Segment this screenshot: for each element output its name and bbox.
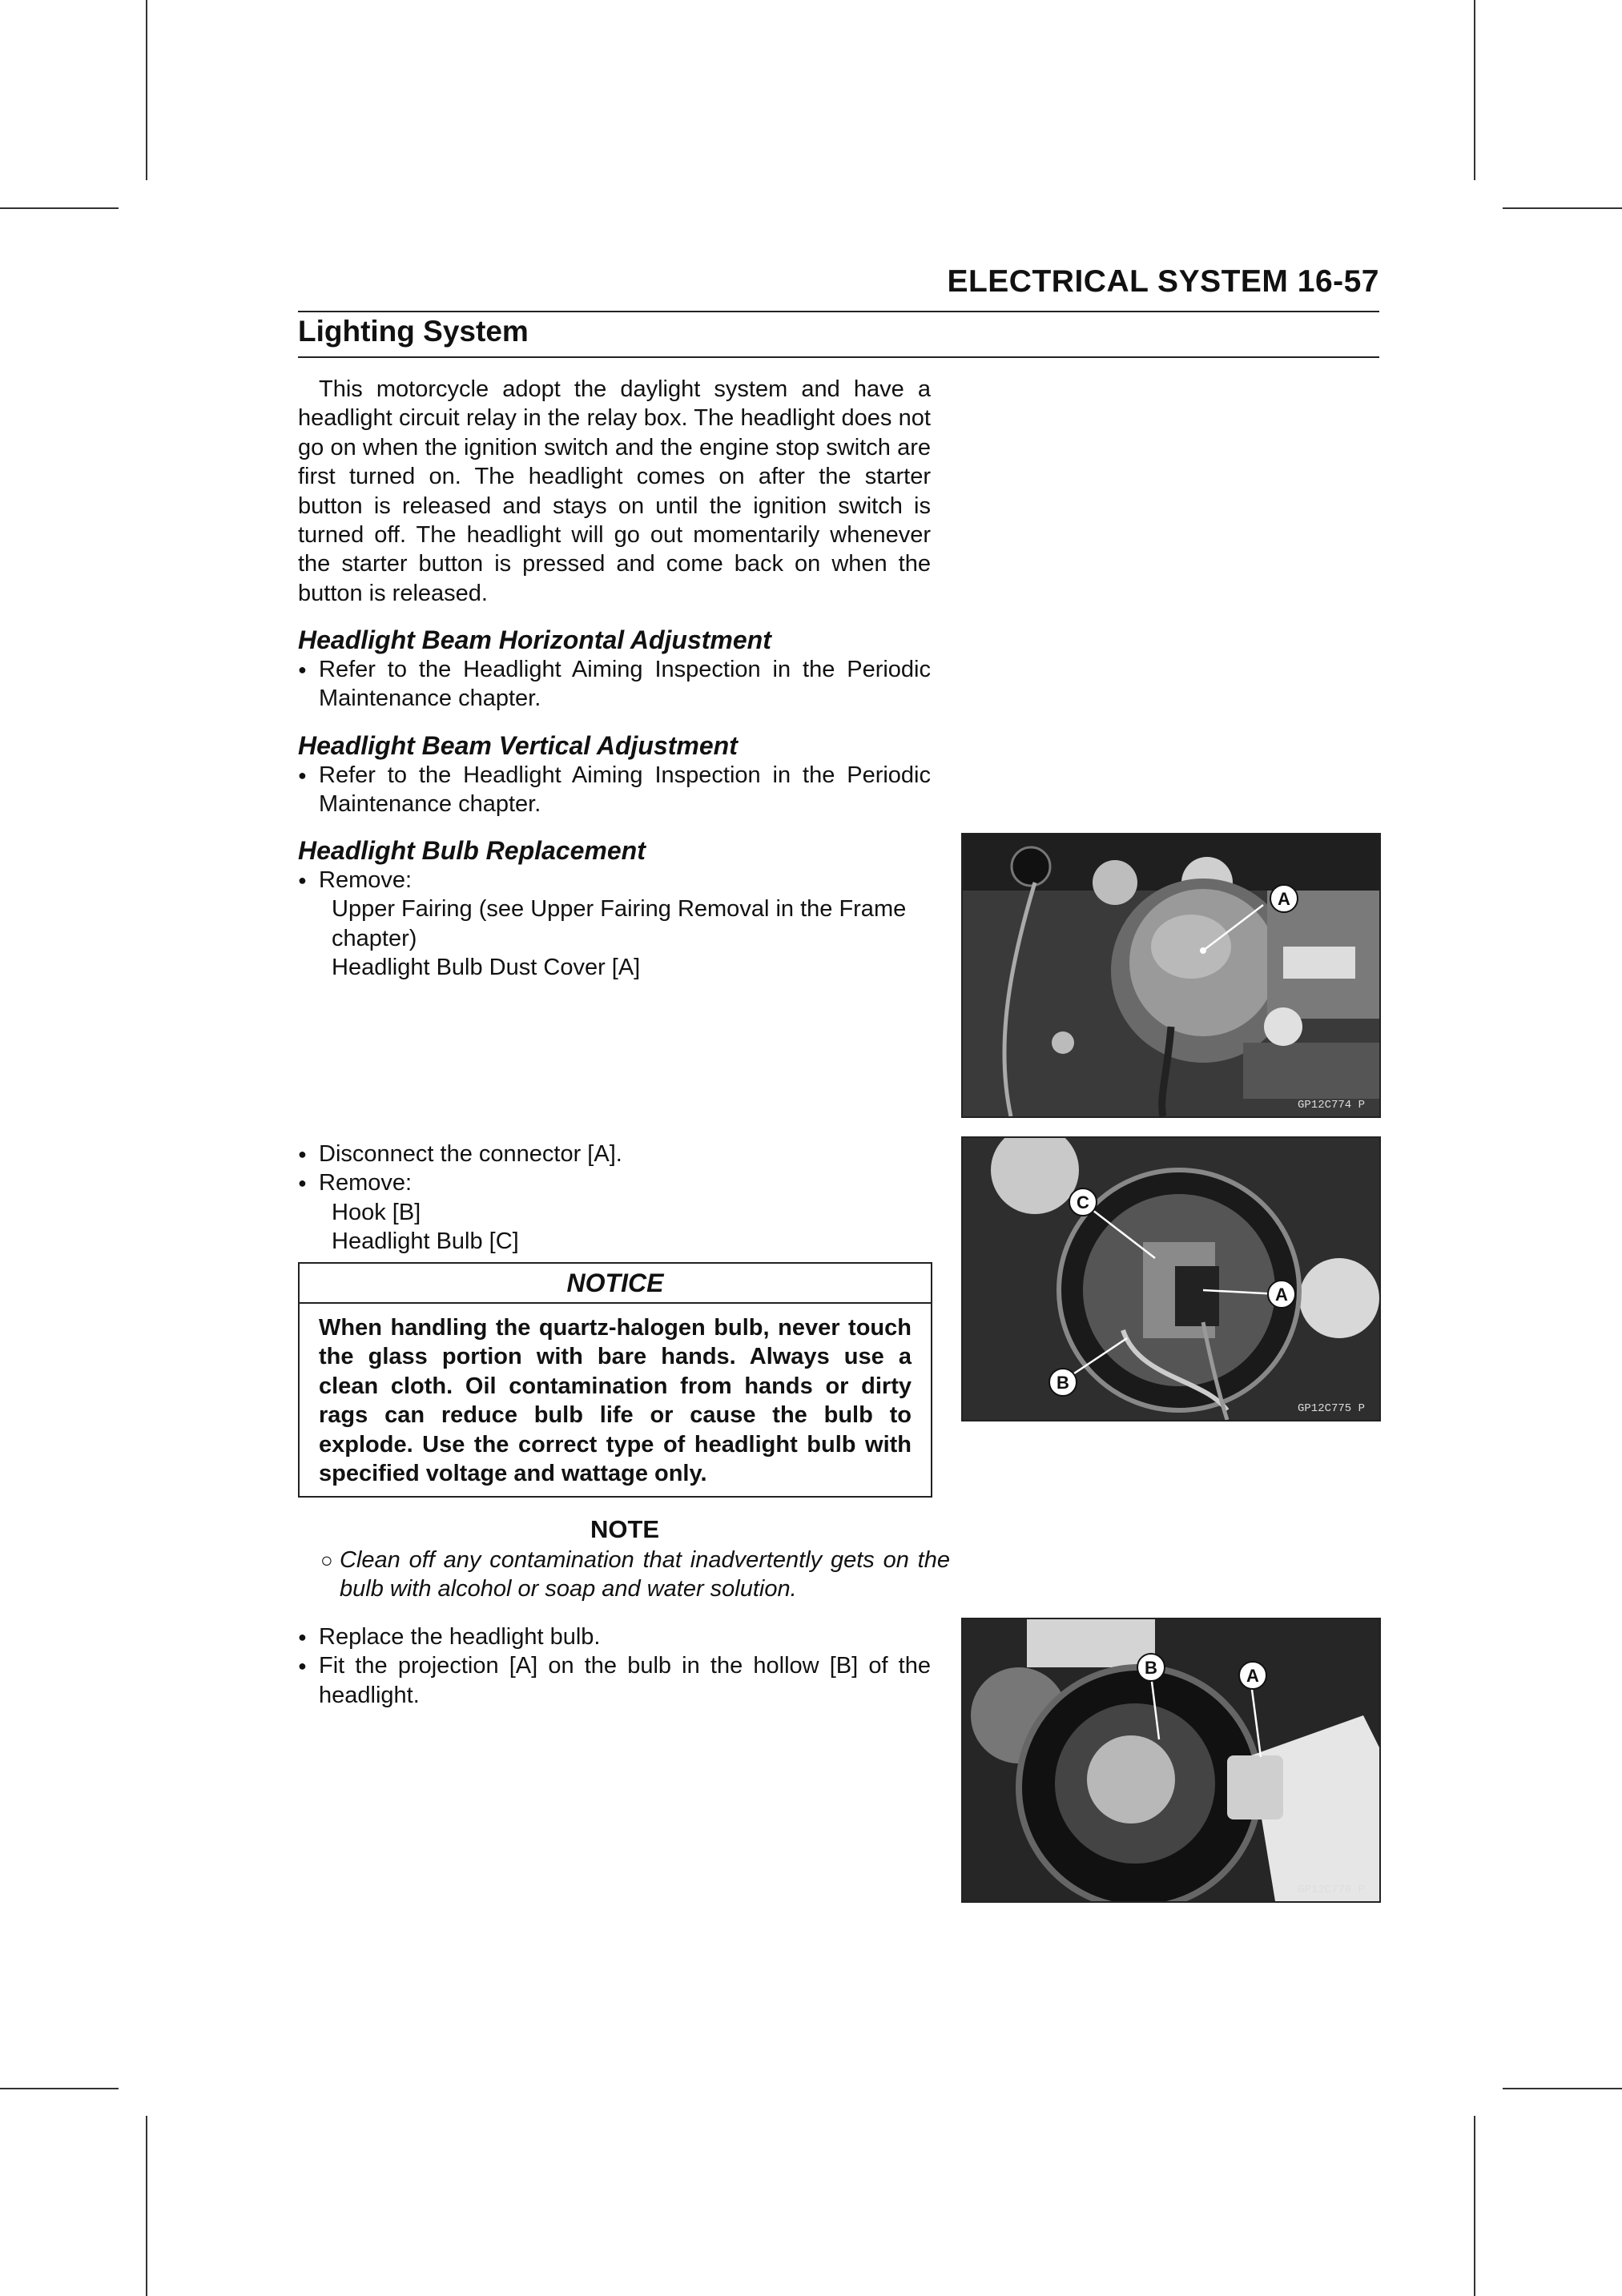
callout-label: A — [1275, 1285, 1288, 1305]
bullet-item: ● Disconnect the connector [A]. — [298, 1140, 931, 1168]
bulb-replacement — [298, 835, 931, 983]
bullet-item: ● Refer to the Headlight Aiming Inspection in the Periodic Maintenance chapter. — [298, 761, 931, 819]
photo-code: GP12C776 P — [1297, 1884, 1365, 1896]
subsection-title: Headlight Beam Vertical Adjustment — [298, 731, 738, 760]
page-header — [298, 264, 1379, 311]
note-text: ○ Clean off any contamination that inadvertently gets on the bulb with alcohol or soap and water solution. — [320, 1546, 950, 1604]
horizontal-adjustment — [298, 625, 931, 714]
header-rule — [298, 311, 1379, 312]
note-title: NOTE — [590, 1515, 660, 1543]
page-title: ELECTRICAL SYSTEM 16-57 — [947, 264, 1379, 299]
crop-mark — [1474, 0, 1475, 180]
notice-box — [298, 1262, 932, 1498]
section-title: Lighting System — [298, 315, 529, 348]
crop-mark — [0, 2088, 119, 2089]
vertical-adjustment — [298, 730, 931, 819]
final-steps — [298, 1622, 931, 1710]
subsection-title: Headlight Bulb Replacement — [298, 836, 646, 865]
callout-label: C — [1077, 1192, 1089, 1212]
crop-mark — [1503, 2088, 1622, 2089]
intro-paragraph: This motorcycle adopt the daylight system and have a headlight circuit relay in the relay box. The headlight does not go on when the ignition switch and the engine stop switch are first turned on. The headlight comes on after the starter button is released and stays on until the ignition switch is turned off. The headlight will go out momentarily whenever the starter button is pressed and come back on when the button is released. — [298, 376, 931, 606]
crop-mark — [1503, 207, 1622, 209]
notice-title: NOTICE — [300, 1264, 931, 1304]
remove-item: Headlight Bulb Dust Cover [A] — [332, 955, 641, 981]
bullet-item: ● Refer to the Headlight Aiming Inspection in the Periodic Maintenance chapter. — [298, 655, 931, 714]
callout-label: A — [1246, 1666, 1259, 1686]
disconnect-steps — [298, 1140, 931, 1257]
crop-mark — [1474, 2116, 1475, 2296]
callout-label: B — [1145, 1658, 1157, 1678]
crop-mark — [146, 0, 147, 180]
remove-item: Hook [B] — [332, 1199, 421, 1225]
bullet-item: ● Remove: — [298, 1168, 931, 1197]
photo-code: GP12C774 P — [1297, 1099, 1365, 1112]
remove-item: Headlight Bulb [C] — [332, 1228, 519, 1255]
photo-bulb-fit — [961, 1618, 1381, 1903]
bullet-item: ● Fit the projection [A] on the bulb in the hollow [B] of the headlight. — [298, 1651, 931, 1710]
notice-text: When handling the quartz-halogen bulb, never touch the glass portion with bare hands. Always use a clean cloth. Oil contamination from hands or dirty rags can reduce bulb life or cause the bulb to explode. Use the correct type of headlight bulb with specified voltage and wattage only. — [319, 1315, 912, 1487]
photo-code: GP12C775 P — [1297, 1402, 1365, 1415]
bullet-item: ● Remove: — [298, 866, 931, 895]
callout-label: B — [1057, 1373, 1069, 1393]
crop-mark — [146, 2116, 147, 2296]
section-rule — [298, 356, 1379, 358]
crop-mark — [0, 207, 119, 209]
callout-label: A — [1278, 889, 1290, 909]
photo-dust-cover — [961, 833, 1381, 1118]
bullet-item: ● Replace the headlight bulb. — [298, 1622, 931, 1651]
remove-item: Upper Fairing (see Upper Fairing Removal in the Frame chapter) — [332, 896, 907, 951]
photo-connector — [961, 1136, 1381, 1421]
subsection-title: Headlight Beam Horizontal Adjustment — [298, 625, 771, 654]
